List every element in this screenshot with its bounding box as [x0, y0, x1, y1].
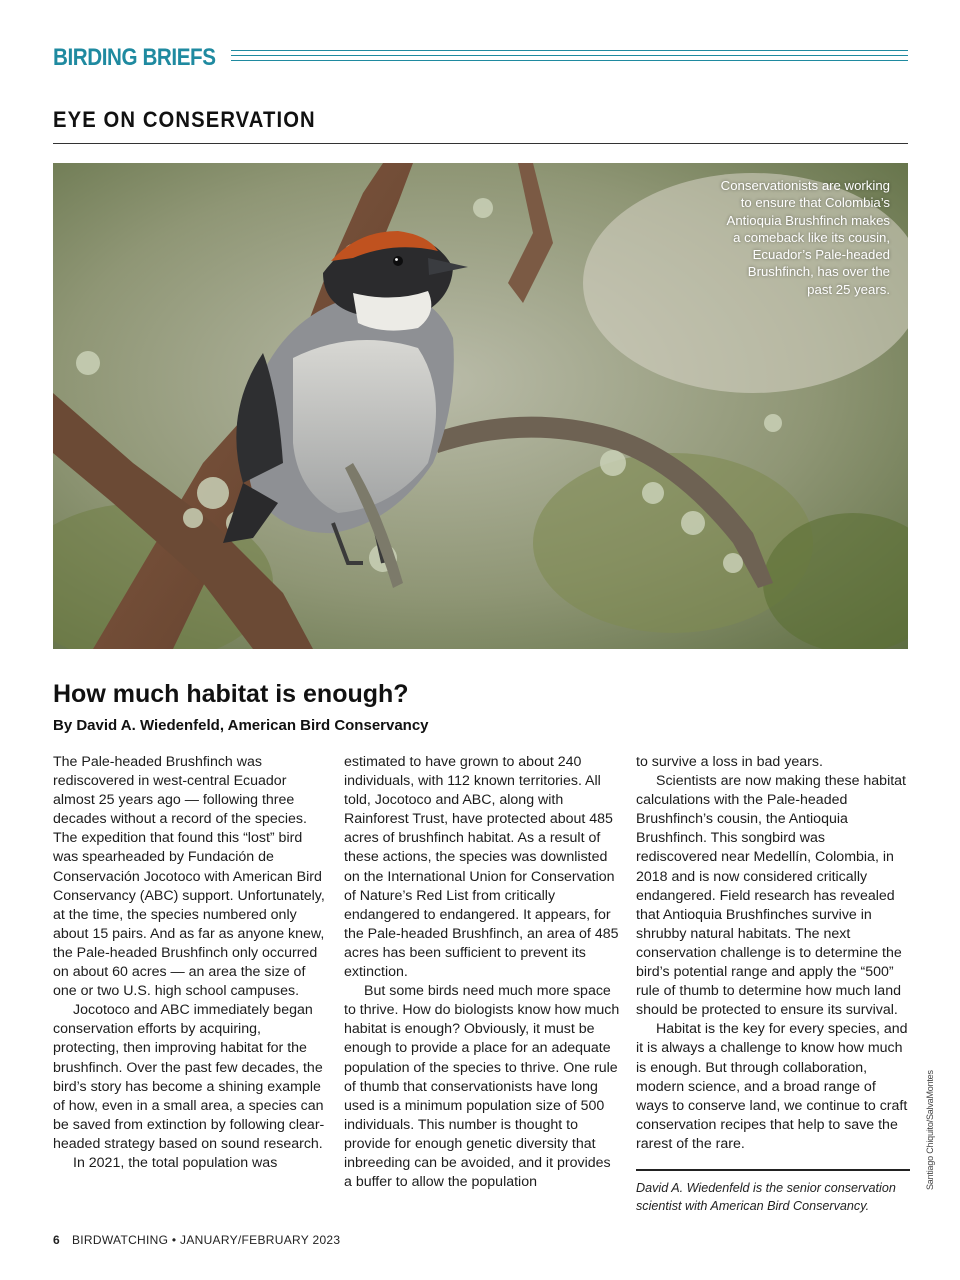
photo-caption: Conservationists are working to ensure that Colombia’s Antioquia Brushfinch makes a comeback like its cousin, Ecuador’s Pale-headed Brushfinch, has over the past 25 years. [720, 178, 890, 297]
publication-info: BIRDWATCHING • JANUARY/FEBRUARY 2023 [71, 1233, 341, 1247]
paragraph: Scientists are now making these habitat calculations with the Pale-headed Brushfinch’s cousin, the Antioquia Brushfinch. This songbird was rediscovered near Medellín, Colombia, in 2018 and is now considered critically endangered. Field research has revealed that Antioquia Brushfinches survive in shrubby natural habitats. The next conservation challenge is to determine the bird’s potential range and apply the “500” rule of thumb to determine how much land should be protected to ensure its survival. [636, 773, 906, 1019]
department-title: EYE ON CONSERVATION [53, 107, 316, 132]
divider [53, 143, 908, 144]
section-label: BIRDING BRIEFS [53, 44, 216, 71]
paragraph: The Pale-headed Brushfinch was rediscovered in west-central Ecuador almost 25 years ago — following three decades without a record of the species. The expedition that found this “lost” bird was spearheaded by Fundación de Conservación Jocotoco with American Bird Conservancy (ABC) support. Unfortunately, at the time, the species numbered only about 15 pairs. And as far as anyone knew, the Pale-headed Brushfinch only occurred on about 60 acres — an area the size of one or two U.S. high school campuses. [53, 754, 325, 1000]
paragraph: estimated to have grown to about 240 individuals, with 112 known territories. All told, Jocotoco and ABC, along with Rainforest Trust, have protected about 485 acres of brushfinch habitat. As a result of these actions, the species was downlisted on the International Union for Conservation of Nature’s Red List from critically endangered to endangered. It appears, for the Pale-headed Brushfinch, an area of 485 acres has been sufficient to prevent its extinction. [344, 754, 619, 981]
page-number: 6 [53, 1233, 60, 1247]
paragraph: But some birds need much more space to thrive. How do biologists know how much habitat is enough? Obviously, it must be enough to provide a place for an adequate population of the species to thrive. One rule of thumb that conservationists have long used is a minimum population size of 500 individuals. This number is thought to provide for enough genetic diversity that inbreeding can be avoided, and it provides a buffer to allow the population [344, 983, 620, 1191]
paragraph: Jocotoco and ABC immediately began conservation efforts by acquiring, protecting, then improving habitat for the brushfinch. Over the past few decades, the bird’s story has become a shining example of how, even in a small area, a species can be saved from extinction by following clear-headed strategy based on sound research. [53, 1002, 325, 1152]
article-column-2 [344, 753, 620, 1192]
section-rules [231, 50, 908, 64]
article-headline: How much habitat is enough? [53, 680, 409, 708]
author-bio: David A. Wiedenfeld is the senior conservation scientist with American Bird Conservancy. [636, 1180, 896, 1213]
paragraph: Habitat is the key for every species, and it is always a challenge to know how much is enough. But through collaboration, modern science, and a broad range of ways to conserve land, we continue to craft conservation recipes that help to save the rarest of the rare. [636, 1021, 908, 1152]
paragraph: to survive a loss in bad years. [636, 754, 823, 770]
article-column-3 [636, 753, 910, 1215]
paragraph: In 2021, the total population was [73, 1154, 278, 1171]
bio-divider [636, 1169, 910, 1171]
bird-photo [53, 163, 908, 649]
article-byline: By David A. Wiedenfeld, American Bird Conservancy [53, 717, 429, 734]
section-header [53, 44, 908, 74]
page-footer [53, 1233, 340, 1247]
article-column-1 [53, 753, 327, 1173]
photo-credit: Santiago Chiquito/SalvaMontes [925, 1070, 935, 1190]
